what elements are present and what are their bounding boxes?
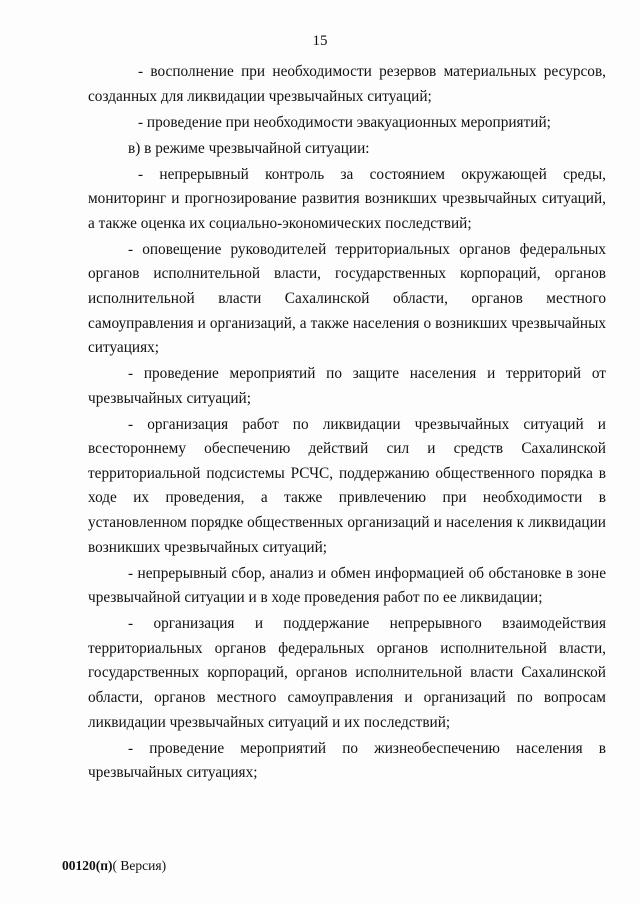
page-number: 15	[312, 33, 328, 49]
paragraph-monitoring: - непрерывный контроль за состоянием окружающей среды, мониторинг и прогнозирование развития возникших чрезвычайных ситуаций, а также оценка их социально-экономических последствий;	[88, 165, 606, 232]
paragraph-interaction: - организация и поддержание непрерывного взаимодействия территориальных органов федеральных органов исполнительной власти, государственных корпораций, органов исполнительной власти Сахалинской области, органов местного самоуправления и организаций по вопросам ликвидации чрезвычайных ситуаций и их последствий;	[88, 615, 606, 731]
paragraph-emergency-mode-heading: в) в режиме чрезвычайной ситуации:	[128, 139, 370, 157]
footer-code: 00120(п)	[62, 858, 113, 873]
document-footer	[62, 858, 166, 874]
footer-version: ( Версия)	[112, 858, 167, 873]
paragraph-life-support: - проведение мероприятий по жизнеобеспечению населения в чрезвычайных ситуациях;	[88, 739, 606, 782]
paragraph-information-exchange: - непрерывный сбор, анализ и обмен информацией об обстановке в зоне чрезвычайной ситуации и в ходе проведения работ по ее ликвидации;	[88, 564, 606, 607]
paragraph-reserves: - восполнение при необходимости резервов материальных ресурсов, созданных для ликвидации чрезвычайных ситуаций;	[88, 63, 606, 105]
document-body	[88, 60, 606, 787]
paragraph-protection: - проведение мероприятий по защите населения и территорий от чрезвычайных ситуаций;	[88, 365, 606, 407]
paragraph-notification: - оповещение руководителей территориальных органов федеральных органов исполнительной власти, государственных корпораций, органов исполнительной власти Сахалинской области, органов местного самоуправления и организаций, а также населения о возникших чрезвычайных ситуациях;	[88, 240, 606, 357]
paragraph-liquidation-works: - организация работ по ликвидации чрезвычайных ситуаций и всестороннему обеспечению действий сил и средств Сахалинской территориальной подсистемы РСЧС, поддержанию общественного порядка в ходе их проведения, а также привлечению при необходимости в установленном порядке общественных организаций и населения к ликвидации возникших чрезвычайных ситуаций;	[88, 415, 606, 556]
paragraph-evacuation: - проведение при необходимости эвакуационных мероприятий;	[138, 113, 551, 131]
